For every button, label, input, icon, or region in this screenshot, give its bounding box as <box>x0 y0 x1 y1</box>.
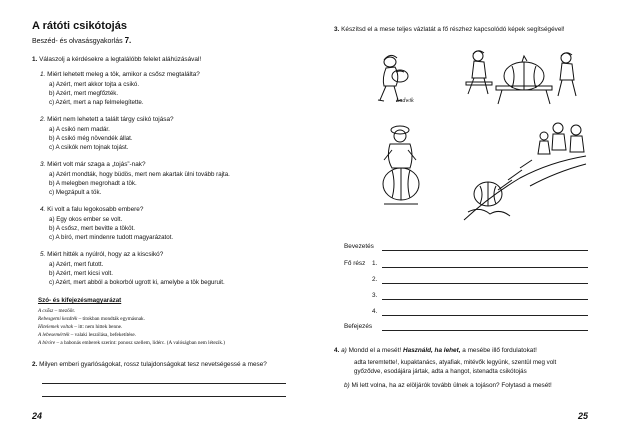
outline-item-number: 4. <box>372 308 378 315</box>
question-1 <box>32 56 201 63</box>
option[interactable]: b) A melegben megrohadt a tök. <box>49 180 137 187</box>
option[interactable]: b) A csikó még növendék állat. <box>49 135 133 142</box>
phrase-list: adta teremtette!, kupaktanács, atyafiak, mitévők legyünk, szentül meg volt <box>354 359 557 366</box>
option[interactable]: b) Azért, mert megfőzték. <box>49 90 119 97</box>
option[interactable]: a) Azért, mert akkor tojta a csikó. <box>49 81 140 88</box>
outline-main-label: Fő rész <box>344 260 366 267</box>
subtitle-number: 7. <box>124 36 132 45</box>
page-title: A rátóti csikótojás <box>32 20 127 32</box>
option[interactable]: b) A csősz, mert bevitte a tököt. <box>49 225 135 232</box>
glossary-item: A lebesemérték – valaki leszólása, befeketítése. <box>38 332 136 338</box>
subquestion-2: 2. Miért nem lehetett a talált tárgy csikó tojása? <box>40 116 174 123</box>
question-4a: 4. a) Mondd el a mesét! Használd, ha lehet, a mesébe illő fordulatokat! <box>334 347 537 354</box>
artist-signature: Ludwik <box>396 98 414 104</box>
subquestion-1: 1. Miért lehetett meleg a tök, amikor a csősz megtalálta? <box>40 71 200 78</box>
option[interactable]: b) Azért, mert kicsi volt. <box>49 270 113 277</box>
outline-item-number: 3. <box>372 292 378 299</box>
option[interactable]: a) Azért mondták, hogy büdös, mert nem akartak ülni tovább rajta. <box>49 171 230 178</box>
answer-line[interactable] <box>382 250 588 251</box>
illustration-men-sitting-at-pumpkin <box>464 46 582 108</box>
page-number: 24 <box>32 411 43 421</box>
answer-line[interactable] <box>42 396 286 397</box>
question-text: Válaszolj a kérdésekre a legtalálóbb felelet aláhúzásával! <box>39 56 202 63</box>
subquestion-3: 3. Miért volt már szaga a „tojás”-nak? <box>40 161 146 168</box>
answer-line[interactable] <box>382 315 588 316</box>
subtitle <box>32 36 131 45</box>
answer-line[interactable] <box>42 383 286 384</box>
option[interactable]: c) Azért, mert a nap felmelegítette. <box>49 99 144 106</box>
answer-line[interactable] <box>382 267 588 268</box>
subquestion-5: 5. Miért hitték a nyúlról, hogy az a kiscsikó? <box>40 251 164 258</box>
glossary-item: A csősz – mezőőr. <box>38 308 76 314</box>
outline-item-number: 2. <box>372 276 378 283</box>
outline-intro-label: Bevezetés <box>344 243 374 250</box>
question-4b: b) Mi lett volna, ha az elöljárók tovább ülnek a tojáson? Folytasd a mesét! <box>344 382 552 389</box>
option[interactable]: c) Megzápult a tök. <box>49 189 102 196</box>
option[interactable]: a) Azért, mert futott. <box>49 261 104 268</box>
glossary-title: Szó- és kifejezésmagyarázat <box>38 297 122 304</box>
answer-line[interactable] <box>382 299 588 300</box>
answer-line[interactable] <box>382 330 588 331</box>
subquestion-4: 4. Ki volt a falu legokosabb embere? <box>40 206 144 213</box>
glossary-item: Hitelemek voltak – itt: nem hittek benne. <box>38 324 123 330</box>
illustration-man-sitting-on-pumpkin <box>378 120 426 210</box>
outline-end-label: Befejezés <box>344 323 373 330</box>
option[interactable]: a) Egy okos ember se volt. <box>49 216 123 223</box>
answer-line[interactable] <box>382 283 588 284</box>
illustration-pumpkin-rolling-downhill <box>460 116 590 222</box>
option[interactable]: c) A bíró, mert mindenre tudott magyarázatot. <box>49 234 174 241</box>
question-2: 2. Milyen emberi gyarlóságokat, rossz tulajdonságokat tesz nevetségessé a mese? <box>32 361 267 368</box>
right-page <box>310 0 620 440</box>
glossary-item: A bíróre – a babonás emberek szerint: ponosz szellem, lidérc. (A valóságban nem létezik.) <box>38 340 225 346</box>
phrase-list: győződve, esodájára jártak, adta a hangot, istenadta csikótojás <box>354 368 527 375</box>
page-number: 25 <box>578 411 589 421</box>
question-number: 1. <box>32 56 38 63</box>
question-3: 3. Készítsd el a mese teljes vázlatát a fő részhez kapcsolódó képek segítségével! <box>334 26 565 33</box>
outline-item-number: 1. <box>372 260 378 267</box>
glossary-item: Rebesgetni kezdték – titokban mondták egymásnak. <box>38 316 145 322</box>
option[interactable]: c) Azért, mert abból a bokorból ugrott ki, amelybe a tök beguruit. <box>49 279 225 286</box>
option[interactable]: a) A csikó nem madár. <box>49 126 110 133</box>
subtitle-text: Beszéd- és olvasásgyakorlás <box>32 38 123 45</box>
option[interactable]: c) A csikók nem tojnak tojást. <box>49 144 129 151</box>
